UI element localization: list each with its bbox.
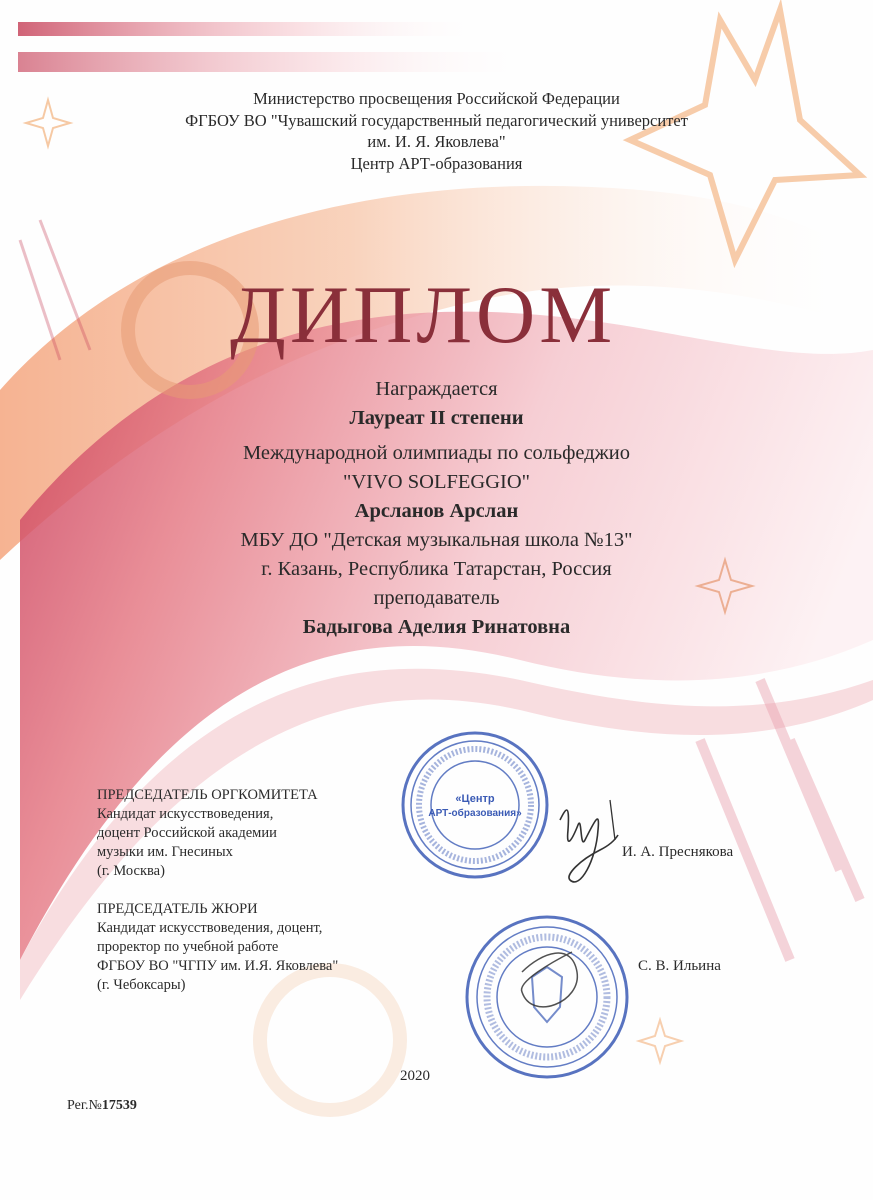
university-line-2: им. И. Я. Яковлева" <box>367 132 506 151</box>
teacher-name: Бадыгова Аделия Ринатовна <box>302 616 571 638</box>
awarded-label: Награждается <box>375 378 498 400</box>
organizer-chair-name: И. А. Преснякова <box>622 844 734 860</box>
jury-chair-line3: ФГБОУ ВО "ЧГПУ им. И.Я. Яковлева" <box>97 958 339 974</box>
stamp-center-line1: «Центр <box>455 793 495 805</box>
jury-chair-title: ПРЕДСЕДАТЕЛЬ ЖЮРИ <box>97 901 258 917</box>
organizer-chair-title: ПРЕДСЕДАТЕЛЬ ОРГКОМИТЕТА <box>97 787 318 803</box>
diploma-title: ДИПЛОМ <box>230 269 617 360</box>
award-degree: Лауреат II степени <box>349 407 524 429</box>
olympiad-line: Международной олимпиады по сольфеджио <box>242 442 631 464</box>
jury-chair-block <box>97 900 338 995</box>
organizer-chair-line3: музыки им. Гнесиных <box>97 844 233 860</box>
ministry-stamp <box>462 912 632 1082</box>
organizer-chair-line2: доцент Российской академии <box>97 825 277 841</box>
jury-chair-line2: проректор по учебной работе <box>97 939 279 955</box>
university-line: ФГБОУ ВО "Чувашский государственный педагогический университет <box>185 110 688 130</box>
award-block <box>0 375 873 642</box>
star-small-3 <box>639 1020 681 1062</box>
teacher-role: преподаватель <box>373 587 500 609</box>
student-name: Арсланов Арслан <box>354 500 519 522</box>
issue-year: 2020 <box>400 1068 430 1084</box>
location-line: г. Казань, Республика Татарстан, Россия <box>261 558 612 580</box>
center-line: Центр АРТ-образования <box>350 153 523 173</box>
top-stripe-1 <box>18 22 488 36</box>
organizer-chair-block <box>97 786 318 881</box>
ministry-line: Министерство просвещения Российской Федерации <box>253 89 620 108</box>
stamp-center-line2: АРТ-образования» <box>428 808 522 819</box>
organization-stamp <box>400 730 550 880</box>
top-stripe-2 <box>18 52 538 72</box>
registration-label: Рег.№ <box>67 1098 102 1113</box>
school-line: МБУ ДО "Детская музыкальная школа №13" <box>240 529 633 551</box>
registration-value: 17539 <box>101 1098 137 1113</box>
signature-presnyakova <box>540 780 640 900</box>
organizer-chair-line1: Кандидат искусствоведения, <box>97 806 274 822</box>
olympiad-name: "VIVO SOLFEGGIO" <box>343 471 530 493</box>
jury-chair-line1: Кандидат искусствоведения, доцент, <box>97 920 323 936</box>
issuer-header <box>0 88 873 174</box>
jury-chair-name: С. В. Ильина <box>638 958 721 974</box>
organizer-chair-line4: (г. Москва) <box>97 863 165 879</box>
jury-chair-line4: (г. Чебоксары) <box>97 977 186 993</box>
registration-number <box>67 1098 137 1114</box>
